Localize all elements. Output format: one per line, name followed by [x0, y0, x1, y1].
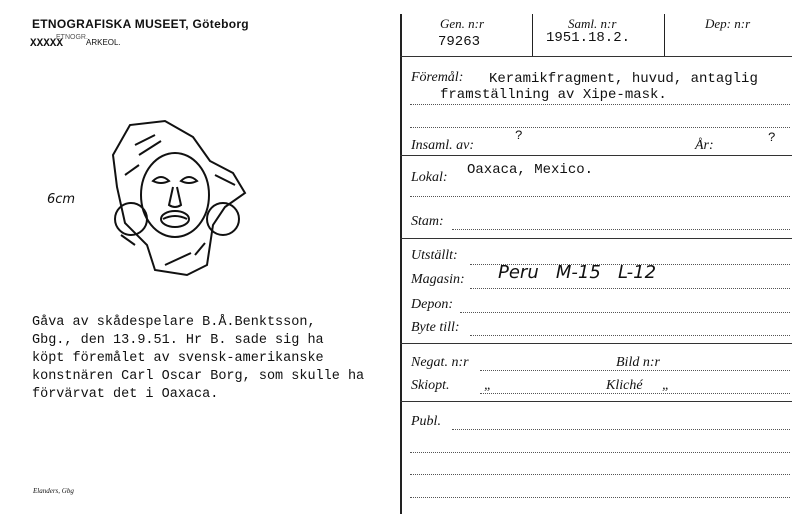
rule-insaml [400, 155, 792, 156]
insaml-value: ? [515, 128, 523, 143]
utstallt-label: Utställt: [411, 248, 458, 263]
card-divider [400, 14, 402, 514]
rule-skiopt [400, 401, 792, 402]
dotted-rule-publ-1 [452, 429, 790, 430]
ar-label: År: [695, 138, 714, 153]
skiopt-label: Skiopt. [411, 378, 450, 393]
gen-value: 79263 [438, 34, 481, 50]
bild-label: Bild n:r [616, 355, 660, 370]
struck-mark: XXXXX [30, 38, 64, 50]
rule-stam [400, 238, 792, 239]
kliche-label: Kliché [606, 378, 643, 393]
dotted-rule-3 [410, 196, 790, 197]
museum-city: Göteborg [192, 17, 249, 31]
museum-name [32, 17, 249, 31]
dep-label: Dep: n:r [705, 16, 751, 31]
header-divider-2 [664, 14, 665, 56]
dotted-rule-publ-3 [410, 474, 790, 475]
dotted-rule-stam [452, 229, 790, 230]
dotted-rule-byte [470, 335, 790, 336]
scale-note: 6cm [47, 192, 76, 207]
dept-etnogr: ETNOGR. [56, 34, 88, 41]
insaml-label: Insaml. av: [411, 138, 474, 153]
donation-line-4: konstnären Carl Oscar Borg, som skulle ha [32, 369, 365, 384]
dotted-rule-negat [480, 370, 790, 371]
stam-label: Stam: [411, 214, 444, 229]
donation-line-5: förvärvat det i Oaxaca. [32, 387, 219, 402]
foremal-label: Föremål: [411, 70, 464, 85]
publ-label: Publ. [411, 414, 441, 429]
lokal-label: Lokal: [411, 170, 448, 185]
dotted-rule-publ-2 [410, 452, 790, 453]
gen-label: Gen. n:r [440, 16, 485, 31]
donation-line-3: köpt föremålet av svensk-amerikanske [32, 351, 324, 366]
foremal-line-2: framställning av Xipe-mask. [440, 87, 667, 103]
ar-value: ? [768, 130, 776, 145]
magasin-label: Magasin: [411, 272, 465, 287]
museum-title: ETNOGRAFISKA MUSEET, [32, 17, 189, 31]
negat-label: Negat. n:r [411, 355, 469, 370]
donation-note [32, 314, 364, 404]
lokal-value: Oaxaca, Mexico. [467, 162, 594, 178]
rule-byte [400, 343, 792, 344]
dept-arkeol: ARKEOL. [86, 38, 121, 47]
saml-value: 1951.18.2. [546, 30, 631, 46]
printer-mark: Elanders, Gbg [33, 487, 74, 495]
foremal-line-1: Keramikfragment, huvud, antaglig [489, 71, 758, 87]
ceramic-head-drawing [95, 115, 265, 285]
skiopt-mark: „ [484, 378, 492, 393]
depon-label: Depon: [411, 297, 453, 312]
kliche-mark: „ [662, 378, 670, 393]
dotted-rule-1 [410, 104, 790, 105]
saml-label: Saml. n:r [568, 16, 617, 31]
donation-line-2: Gbg., den 13.9.51. Hr B. sade sig ha [32, 333, 324, 348]
dotted-rule-magasin [470, 288, 790, 289]
byte-label: Byte till: [411, 320, 460, 335]
dotted-rule-publ-4 [410, 497, 790, 498]
dotted-rule-depon [460, 312, 790, 313]
dotted-rule-skiopt [480, 393, 790, 394]
header-divider-1 [532, 14, 533, 56]
donation-line-1: Gåva av skådespelare B.Å.Benktsson, [32, 315, 316, 330]
dotted-rule-2 [410, 127, 790, 128]
header-rule [400, 56, 792, 57]
magasin-value: Peru M-15 L-12 [498, 262, 657, 283]
